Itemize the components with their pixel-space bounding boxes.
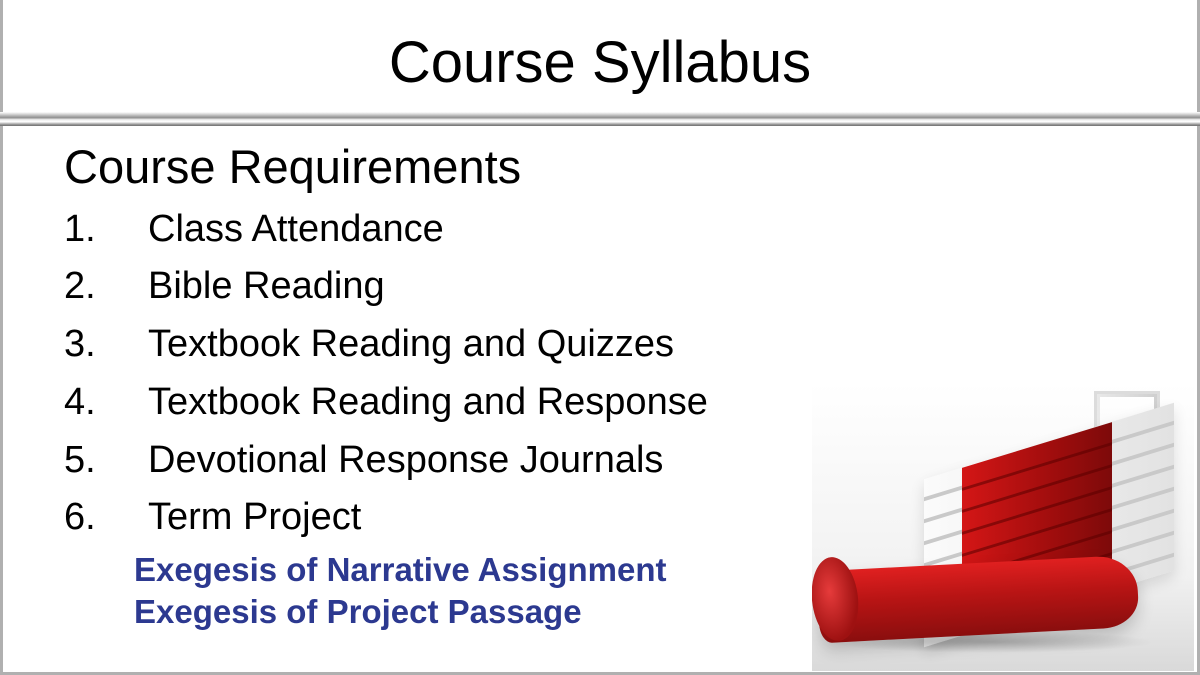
section-heading: Course Requirements	[64, 140, 522, 193]
red-carpet-stairs-image	[812, 383, 1194, 671]
list-item-number: 2.	[64, 265, 96, 308]
list-item-number: 4.	[64, 380, 96, 423]
list-item-label: Bible Reading	[148, 265, 385, 308]
sub-item: Exegesis of Narrative Assignment	[134, 551, 667, 589]
title-divider	[0, 112, 1200, 126]
list-item-label: Textbook Reading and Response	[148, 380, 708, 423]
runner-step-line	[962, 508, 1112, 557]
list-item-number: 3.	[64, 323, 96, 366]
page-title: Course Syllabus	[388, 30, 812, 95]
list-item-number: 1.	[64, 207, 96, 250]
list-item-number: 6.	[64, 496, 96, 539]
list-item-label: Class Attendance	[148, 207, 444, 250]
list-item-label: Devotional Response Journals	[148, 438, 664, 481]
runner-step-line	[962, 464, 1112, 513]
list-item	[56, 201, 1146, 259]
list-item-label: Term Project	[148, 496, 362, 539]
list-item-label: Textbook Reading and Quizzes	[148, 323, 674, 366]
list-item-number: 5.	[64, 438, 96, 481]
list-item	[56, 258, 1146, 316]
runner-step-line	[962, 486, 1112, 535]
list-item	[56, 316, 1146, 374]
slide-left-border	[0, 0, 3, 675]
sub-item: Exegesis of Project Passage	[134, 592, 582, 630]
